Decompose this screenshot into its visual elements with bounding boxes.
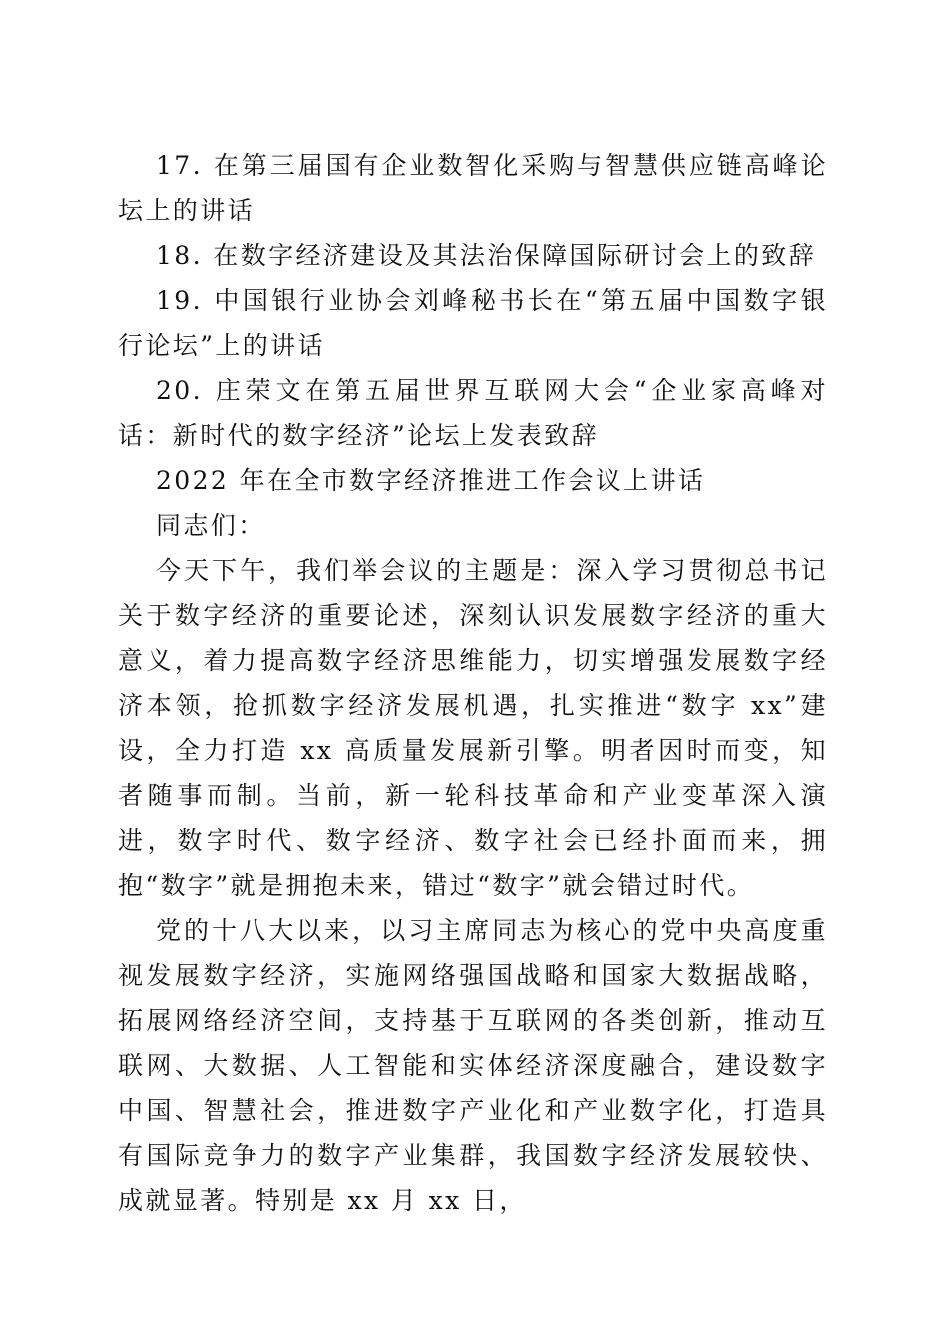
body-paragraph-2: 党的十八大以来，以习主席同志为核心的党中央高度重视发展数字经济，实施网络强国战略和国家大数据战略，拓展网络经济空间，支持基于互联网的各类创新，推动互联网、大数据、人工智能和实体经济深度融合，建设数字中国、智慧社会，推进数字产业化和产业数字化，打造具有国际竞争力的数字产业集群，我国数字经济发展较快、成就显著。特别是 xx 月 xx 日， (118, 916, 828, 1215)
list-item-18: 18. 在数字经济建设及其法治保障国际研讨会上的致辞 (156, 241, 817, 270)
speech-title: 2022 年在全市数字经济推进工作会议上讲话 (156, 466, 706, 495)
list-item-17: 17. 在第三届国有企业数智化采购与智慧供应链高峰论坛上的讲话 (118, 151, 828, 225)
document-body (118, 143, 828, 1223)
list-item-20: 20. 庄荣文在第五届世界互联网大会“企业家高峰对话：新时代的数字经济”论坛上发表致辞 (118, 376, 828, 450)
salutation: 同志们： (156, 511, 266, 540)
list-item-19: 19. 中国银行业协会刘峰秘书长在“第五届中国数字银行论坛”上的讲话 (118, 286, 828, 360)
body-paragraph-1: 今天下午，我们举会议的主题是：深入学习贯彻总书记关于数字经济的重要论述，深刻认识发展数字经济的重大意义，着力提高数字经济思维能力，切实增强发展数字经济本领，抢抓数字经济发展机遇，扎实推进“数字 xx”建设，全力打造 xx 高质量发展新引擎。明者因时而变，知者随事而制。当前，新一轮科技革命和产业变革深入演进，数字时代、数字经济、数字社会已经扑面而来，拥抱“数字”就是拥抱未来，错过“数字”就会错过时代。 (118, 556, 828, 900)
